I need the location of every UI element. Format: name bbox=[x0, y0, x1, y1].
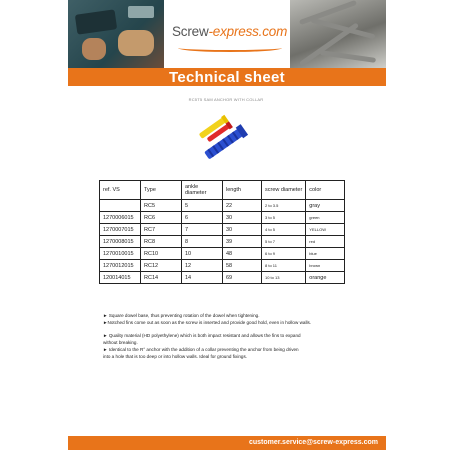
note-line: ► Identical to the R° anchor with the addition of a collar preventing the anchor from being driven bbox=[103, 347, 299, 353]
spec-table bbox=[99, 180, 345, 284]
table-cell: 3 to 5 bbox=[262, 212, 306, 224]
table-cell: green bbox=[306, 212, 345, 224]
table-cell: 8 bbox=[182, 236, 223, 248]
table-cell: 14 bbox=[182, 272, 223, 284]
table-cell: brown bbox=[306, 260, 345, 272]
logo-accent: -express.com bbox=[208, 24, 288, 39]
table-cell: RC8 bbox=[141, 236, 182, 248]
table-cell: 1270008015 bbox=[100, 236, 141, 248]
table-header: screw diameter bbox=[262, 181, 306, 200]
table-cell: RC6 bbox=[141, 212, 182, 224]
tools-photo bbox=[68, 0, 164, 68]
screws-photo bbox=[290, 0, 386, 68]
table-row bbox=[100, 260, 345, 272]
table-header-row bbox=[100, 181, 345, 200]
table-header: Type bbox=[141, 181, 182, 200]
table-cell: 10 to 13 bbox=[262, 272, 306, 284]
product-notes bbox=[103, 312, 363, 361]
table-cell: 6 to 9 bbox=[262, 248, 306, 260]
table-cell: 7 bbox=[182, 224, 223, 236]
table-cell: 58 bbox=[223, 260, 262, 272]
table-cell bbox=[100, 200, 141, 212]
table-cell: 5 bbox=[182, 200, 223, 212]
anchor-product-image bbox=[195, 112, 253, 162]
customer-service-email[interactable]: customer.service@screw-express.com bbox=[248, 439, 378, 446]
table-cell: 1270007015 bbox=[100, 224, 141, 236]
table-cell: 2 to 3.5 bbox=[262, 200, 306, 212]
table-cell: 1270012015 bbox=[100, 260, 141, 272]
table-cell: 30 bbox=[223, 212, 262, 224]
note-line: ► Square dowel base, thus preventing rotation of the dowel when tightening. bbox=[103, 313, 260, 318]
logo-swoosh bbox=[178, 44, 282, 52]
table-cell: blue bbox=[306, 248, 345, 260]
table-row bbox=[100, 200, 345, 212]
table-row bbox=[100, 272, 345, 284]
table-cell: RC7 bbox=[141, 224, 182, 236]
table-cell: RC10 bbox=[141, 248, 182, 260]
table-cell: 8 to 11 bbox=[262, 260, 306, 272]
table-cell: orange bbox=[306, 272, 345, 284]
table-cell: RC12 bbox=[141, 260, 182, 272]
page-title: Technical sheet bbox=[169, 69, 285, 86]
table-cell: 1270006015 bbox=[100, 212, 141, 224]
note-line: without breaking. bbox=[103, 339, 138, 345]
footer-bar bbox=[68, 436, 386, 450]
table-cell: gray bbox=[306, 200, 345, 212]
title-banner bbox=[68, 68, 386, 86]
note-line: into a hole that is too deep or into hollow walls. Ideal for ground fixings. bbox=[103, 354, 248, 360]
table-cell: RC5 bbox=[141, 200, 182, 212]
table-cell: 120014015 bbox=[100, 272, 141, 284]
logo-brand: Screw bbox=[172, 24, 209, 39]
header bbox=[68, 0, 386, 68]
logo-text bbox=[172, 24, 287, 39]
product-subtitle: RC5T5 SAM ANCHOR WITH COLLAR bbox=[188, 97, 264, 102]
table-cell: 30 bbox=[223, 224, 262, 236]
table-cell: 48 bbox=[223, 248, 262, 260]
table-cell: red bbox=[306, 236, 345, 248]
table-cell: 1270010015 bbox=[100, 248, 141, 260]
table-cell: 6 bbox=[182, 212, 223, 224]
table-cell: 4 to 5 bbox=[262, 224, 306, 236]
table-header: ref. VS bbox=[100, 181, 141, 200]
note-line: ►Notched fins come out as soon as the screw is inserted and provide good hold, even in hollow walls. bbox=[103, 320, 312, 326]
table-header: color bbox=[306, 181, 345, 200]
table-cell: 22 bbox=[223, 200, 262, 212]
table-cell: 12 bbox=[182, 260, 223, 272]
table-row bbox=[100, 236, 345, 248]
table-header: ankle diameter bbox=[182, 181, 223, 200]
table-cell: 39 bbox=[223, 236, 262, 248]
table-header: length bbox=[223, 181, 262, 200]
table-row bbox=[100, 224, 345, 236]
table-row bbox=[100, 248, 345, 260]
table-cell: RC14 bbox=[141, 272, 182, 284]
table-cell: 5 to 7 bbox=[262, 236, 306, 248]
table-cell: YELLOW bbox=[306, 224, 345, 236]
note-line: ► Quality material (HD polyethylene) which is both impact resistant and allows the fins to expand bbox=[103, 332, 301, 338]
table-cell: 69 bbox=[223, 272, 262, 284]
logo bbox=[164, 0, 290, 68]
table-cell: 10 bbox=[182, 248, 223, 260]
table-row bbox=[100, 212, 345, 224]
